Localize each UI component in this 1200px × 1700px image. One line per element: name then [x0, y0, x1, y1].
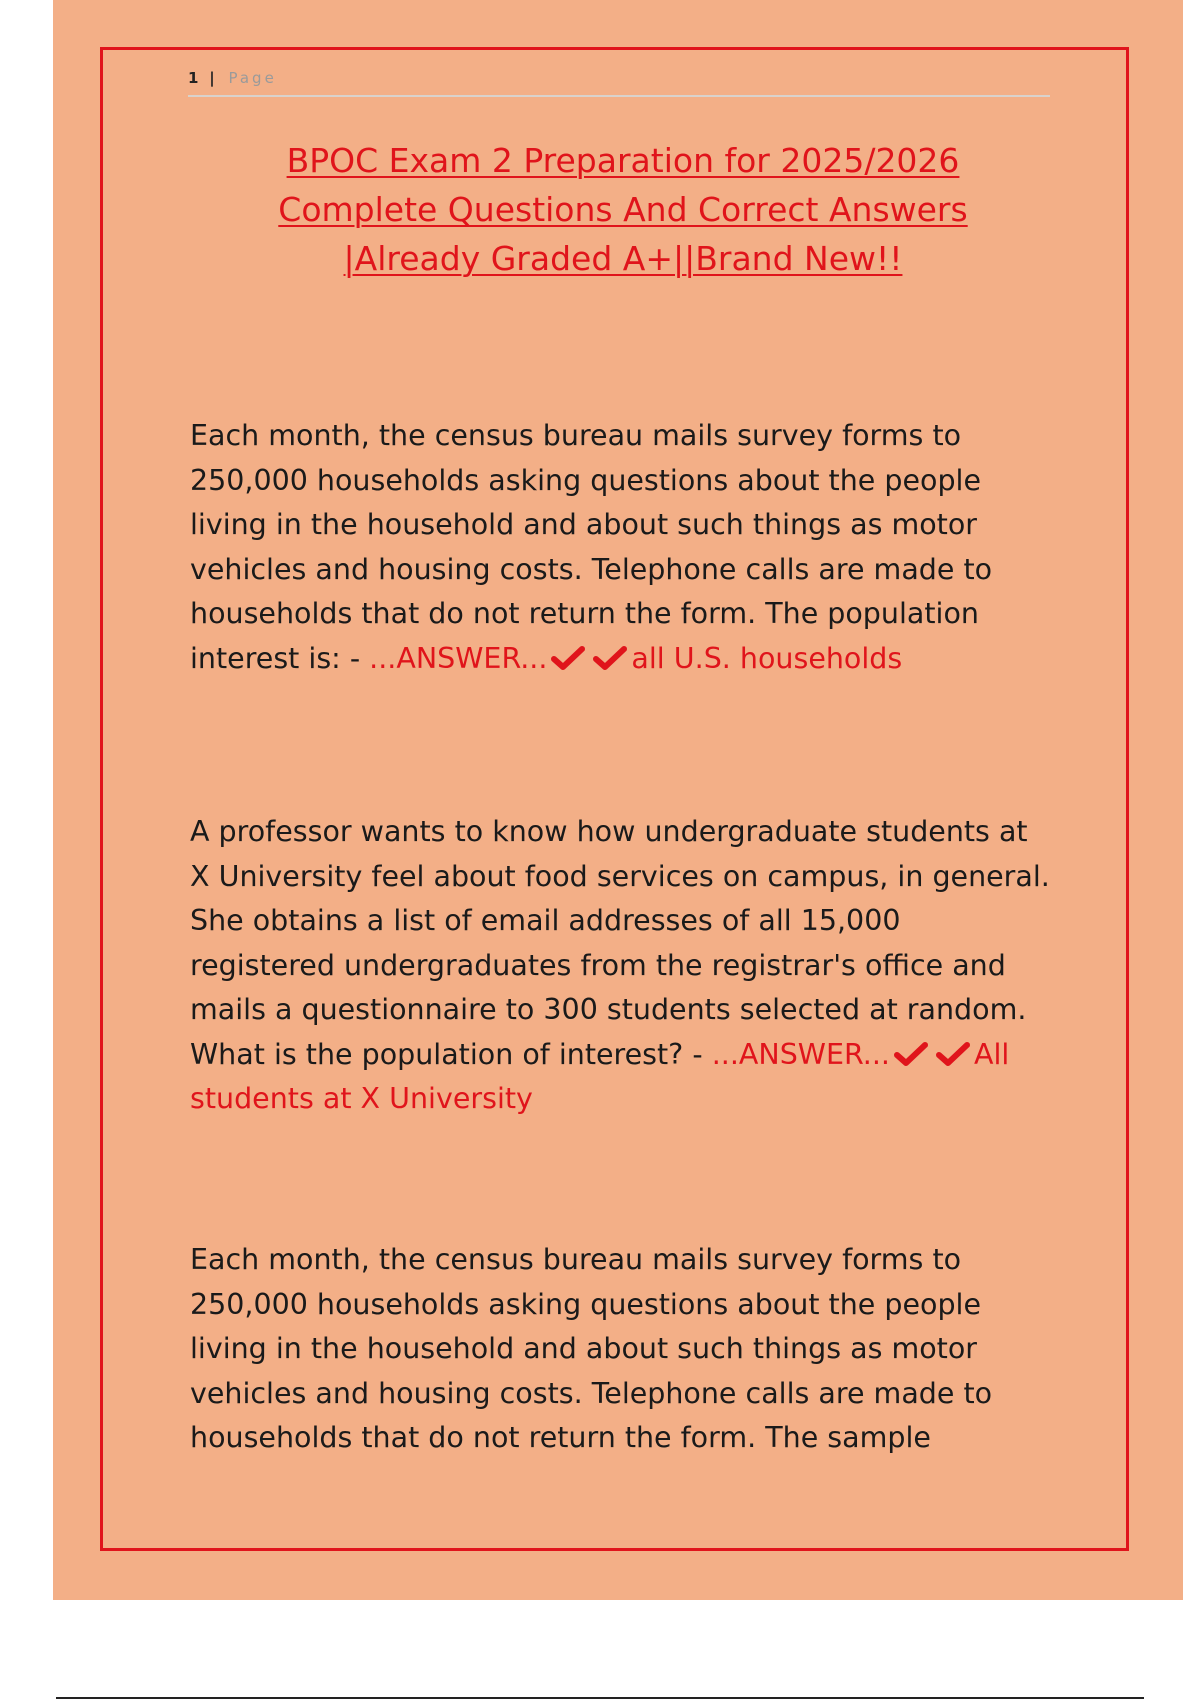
title-line-2: Complete Questions And Correct Answers	[278, 190, 968, 229]
bottom-divider	[56, 1697, 1144, 1699]
page-label: Page	[228, 69, 277, 87]
question-text: A professor wants to know how undergraduate students at X University feel about food services on campus, in general. She obtains a list of email addresses of all 15,000 registered undergraduates from the registrar's office and mails a questionnaire to 300 students selected at random. What is the population of interest? -	[190, 815, 1050, 1071]
check-icon	[936, 1041, 970, 1067]
question-text: Each month, the census bureau mails survey forms to 250,000 households asking questions about the people living in the household and about such things as motor vehicles and housing costs. Telephone calls are made to households that do not return the form. The sample	[190, 1243, 993, 1454]
answer-text: All students at X University	[190, 1037, 1010, 1115]
check-icon	[894, 1041, 928, 1067]
title-line-1: BPOC Exam 2 Preparation for 2025/2026	[286, 141, 960, 180]
check-icon	[551, 645, 585, 671]
page-number: 1	[188, 69, 202, 87]
question-text: Each month, the census bureau mails survey forms to 250,000 households asking questions about the people living in the household and about such things as motor vehicles and housing costs. Telephone calls are made to households that do not return the form. The population interest is: -	[190, 419, 993, 675]
title-line-3: |Already Graded A+||Brand New!!	[343, 239, 903, 278]
page-header	[188, 69, 1050, 97]
question-block-3	[190, 1238, 1050, 1461]
document-title	[223, 136, 1023, 283]
document-page	[53, 0, 1183, 1600]
answer-marker: ...ANSWER...	[369, 641, 548, 675]
page-separator: |	[209, 69, 215, 87]
check-icon	[593, 645, 627, 671]
answer-text: all U.S. households	[631, 641, 903, 675]
question-block-2	[190, 810, 1050, 1122]
answer-marker: ...ANSWER...	[711, 1037, 890, 1071]
question-block-1	[190, 414, 1050, 681]
